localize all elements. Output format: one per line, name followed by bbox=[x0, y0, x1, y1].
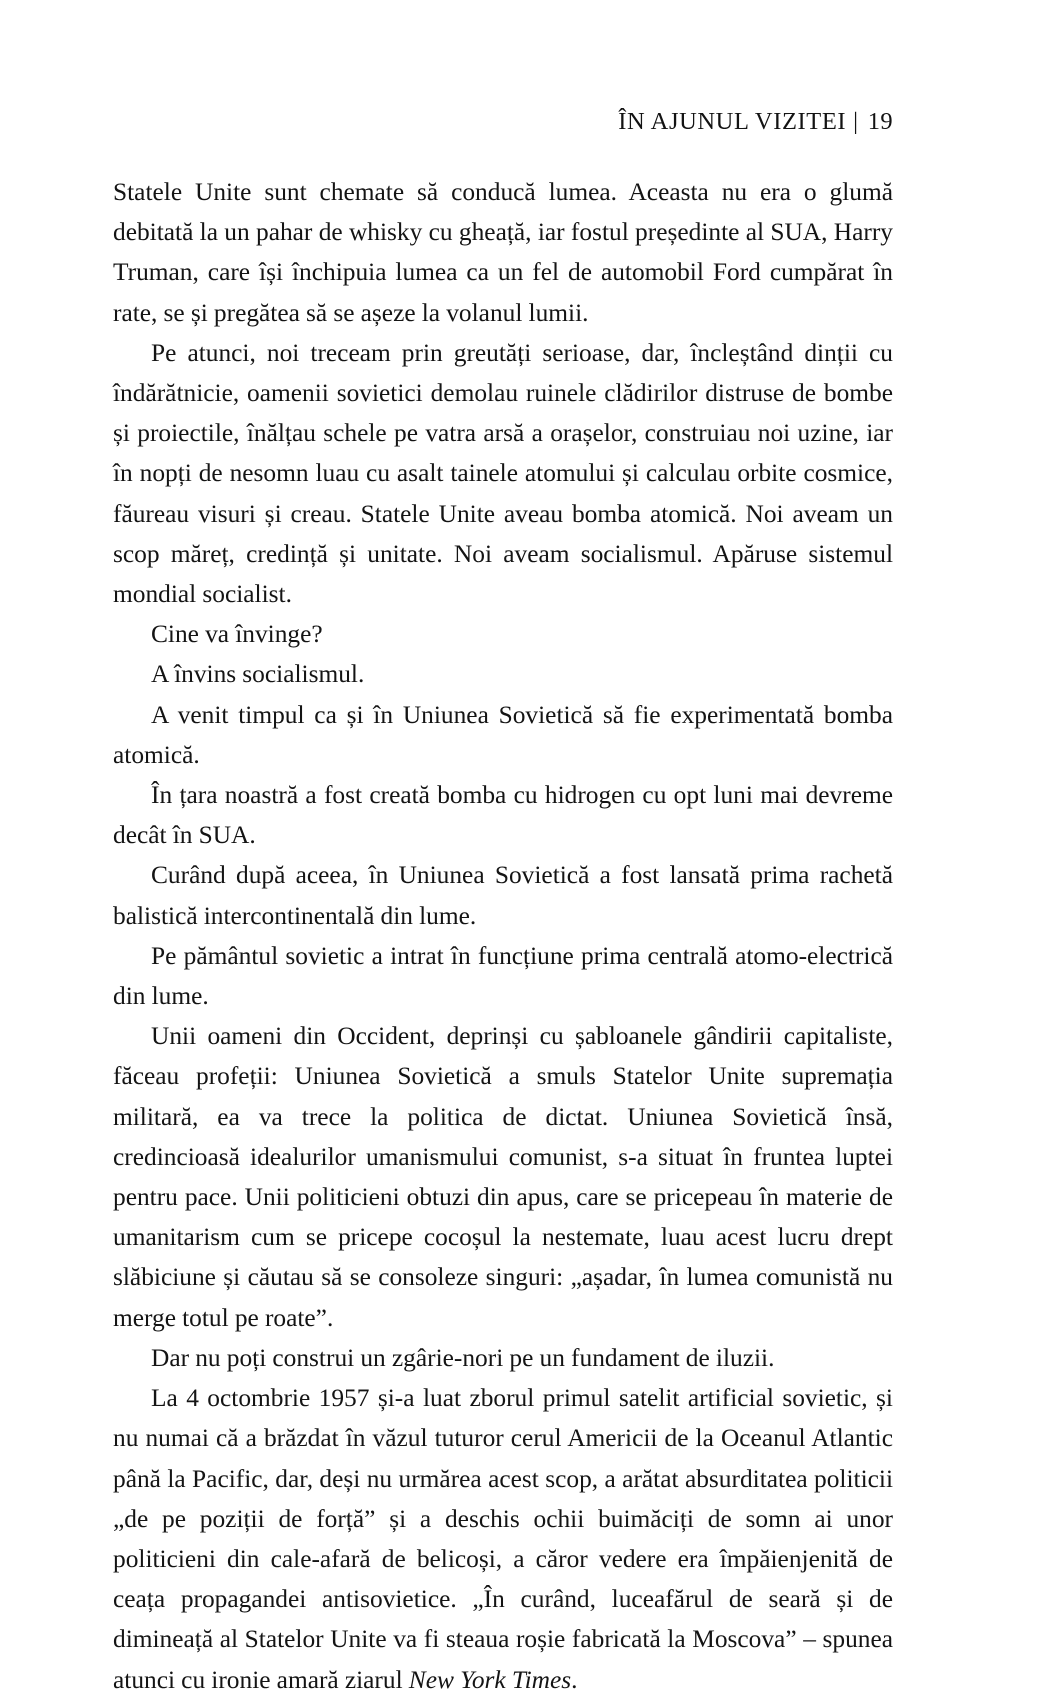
paragraph-6: În țara noastră a fost creată bomba cu hidrogen cu opt luni mai devreme decât în SUA. bbox=[113, 781, 893, 850]
running-head-chapter-title: ÎN AJUNUL VIZITEI bbox=[618, 108, 847, 135]
paragraph-11-text: La 4 octombrie 1957 și-a luat zborul primul satelit artificial sovietic, și nu numai că a brăzdat în văzul tuturor cerul Americii de la Oceanul Atlantic până la Pacific, dar, deși nu urmărea acest scop, a arătat absurditatea politicii „de pe poziții de forță” și a deschis ochii buimăciți de somn ai unor politicieni din cale-afară de belicoși, a căror vedere era împăienjenită de ceața propagandei antisovietice. „În curând, luceafărul de seară și de dimineață al Statelor Unite va fi steaua roșie fabricată la Moscova” – spunea atunci cu ironie amară ziarul bbox=[113, 1384, 893, 1694]
paragraph-9: Unii oameni din Occident, deprinși cu șabloanele gândirii capitaliste, făceau profeții: Uniunea Sovietică a smuls Statelor Unite supremația militară, ea va trece la politica de dictat. Uniunea Sovietică însă, credincioasă idealurilor umanismului comunist, s-a situat în fruntea luptei pentru pace. Unii politicieni obtuzi din apus, care se pricepeau în materie de umanitarism cum se pricepe cocoșul la nestemate, luau acest lucru drept slăbiciune și căutau să se consoleze singuri: „așadar, în lumea comunistă nu merge totul pe roate”. bbox=[113, 1022, 893, 1332]
running-head-separator: | bbox=[853, 108, 859, 135]
paragraph-7: Curând după aceea, în Uniunea Sovietică a fost lansată prima rachetă balistică intercontinentală din lume. bbox=[113, 861, 893, 930]
paragraph-11 bbox=[113, 1378, 893, 1700]
paragraph-2: Pe atunci, noi treceam prin greutăți serioase, dar, încleștând dinții cu îndărătnicie, oamenii sovietici demolau ruinele clădirilor distruse de bombe și proiectile, înălțau schele pe vatra arsă a orașelor, construiau noi uzine, iar în nopți de nesomn luau cu asalt tainele atomului și calculau orbite cosmice, făureau visuri și creau. Statele Unite aveau bomba atomică. Noi aveam un scop măreț, credință și unitate. Noi aveam socialismul. Apăruse sistemul mondial socialist. bbox=[113, 338, 893, 609]
paragraph-4: A învins socialismul. bbox=[151, 660, 365, 689]
paragraph-3: Cine va învinge? bbox=[151, 620, 323, 649]
running-head bbox=[0, 108, 893, 136]
paragraph-10: Dar nu poți construi un zgârie-nori pe un fundament de iluzii. bbox=[151, 1343, 775, 1372]
paragraph-8: Pe pământul sovietic a intrat în funcțiune prima centrală atomo-electrică din lume. bbox=[113, 941, 893, 1011]
page-number: 19 bbox=[867, 108, 893, 135]
paragraph-1: Statele Unite sunt chemate să conducă lumea. Aceasta nu era o glumă debitată la un pahar de whisky cu gheață, iar fostul președinte al SUA, Harry Truman, care își închipuia lumea ca un fel de automobil Ford cumpărat în rate, se și pregătea să se așeze la volanul lumii. bbox=[113, 178, 893, 327]
body-text-block bbox=[113, 172, 893, 1700]
paragraph-5: A venit timpul ca și în Uniunea Sovietică să fie experimentată bomba atomică. bbox=[113, 700, 893, 769]
paragraph-11-tail: . bbox=[571, 1665, 578, 1694]
newspaper-title-italic: New York Times bbox=[408, 1665, 572, 1694]
